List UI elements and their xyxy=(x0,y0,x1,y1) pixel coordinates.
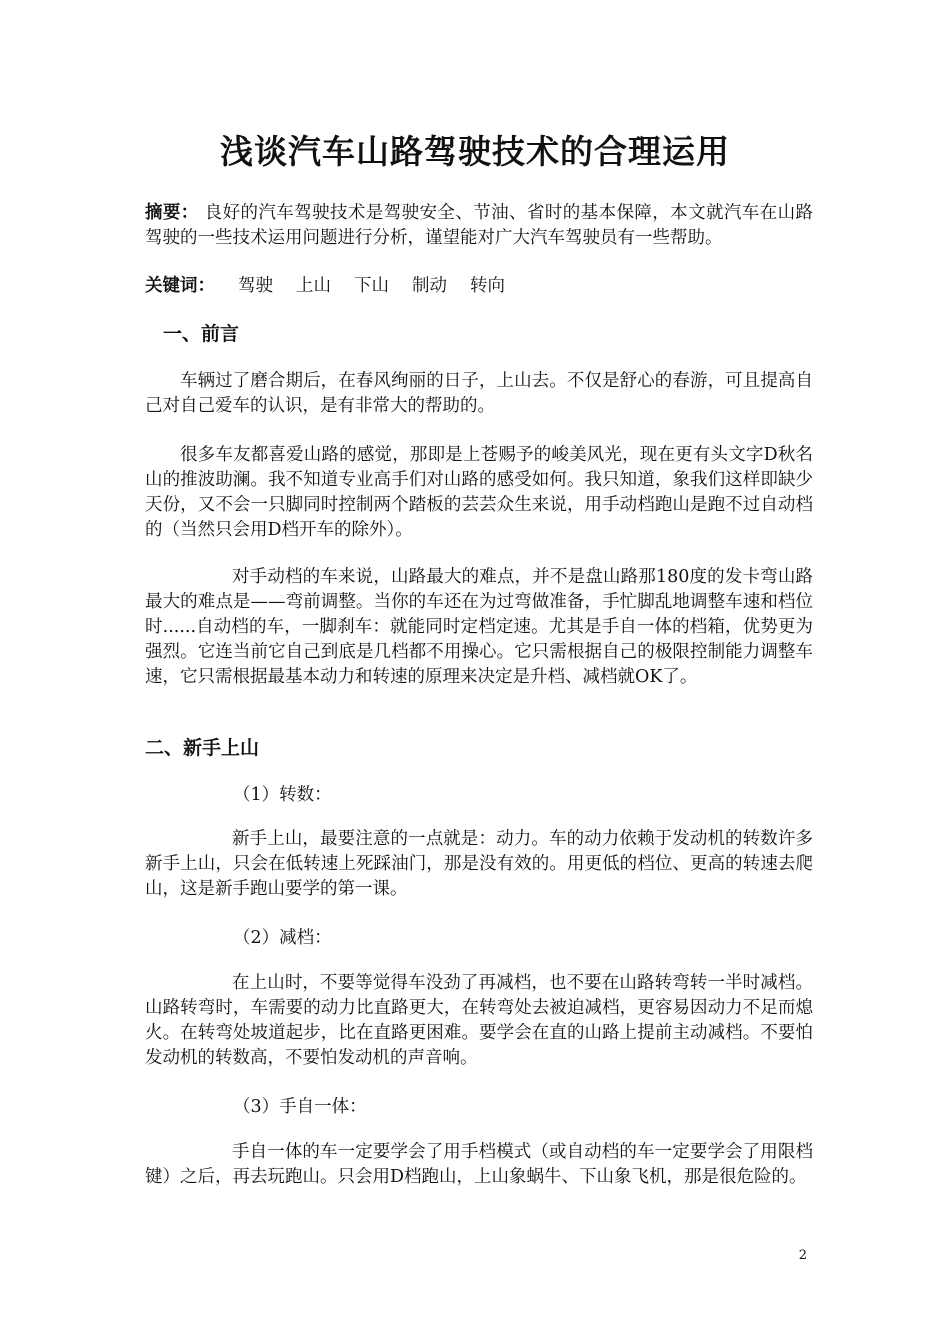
subsection-heading: （2）减档： xyxy=(233,928,332,948)
section-heading: 一、前言 xyxy=(163,323,240,345)
section-heading: 二、新手上山 xyxy=(145,737,260,759)
body-paragraph: 手自一体的车一定要学会了用手档模式（或自动档的车一定要学会了用限档键）之后，再去玩跑山。只会用D档跑山，上山象蜗牛、下山象飞机，那是很危险的。 xyxy=(145,1142,813,1187)
body-paragraph: 很多车友都喜爱山路的感觉，那即是上苍赐予的峻美风光，现在更有头文字D秋名山的推波助澜。我不知道专业高手们对山路的感受如何。我只知道，象我们这样即缺少天份，又不会一只脚同时控制两个踏板的芸芸众生来说，用手动档跑山是跑不过自动档的（当然只会用D档开车的除外）。 xyxy=(145,445,813,540)
abstract-paragraph xyxy=(145,201,813,251)
keyword: 上山 xyxy=(296,276,331,296)
subsection-heading: （1）转数： xyxy=(233,785,332,805)
page-number: 2 xyxy=(798,1248,807,1263)
keyword: 转向 xyxy=(470,276,505,296)
document-title: 浅谈汽车山路驾驶技术的合理运用 xyxy=(220,132,730,171)
subsection-heading: （3）手自一体： xyxy=(233,1097,367,1117)
keyword: 下山 xyxy=(354,276,389,296)
keyword: 制动 xyxy=(412,276,447,296)
body-paragraph: 车辆过了磨合期后，在春风绚丽的日子，上山去。不仅是舒心的春游，可且提高自己对自己爱车的认识，是有非常大的帮助的。 xyxy=(145,371,813,416)
keywords-label: 关键词： xyxy=(145,276,215,296)
keywords-row xyxy=(145,274,505,299)
keyword: 驾驶 xyxy=(238,276,273,296)
body-paragraph: 在上山时，不要等觉得车没劲了再减档，也不要在山路转弯转一半时减档。山路转弯时，车需要的动力比直路更大，在转弯处去被迫减档，更容易因动力不足而熄火。在转弯处坡道起步，比在直路更困难。要学会在直的山路上提前主动减档。不要怕发动机的转数高，不要怕发动机的声音响。 xyxy=(145,973,813,1068)
body-paragraph: 新手上山，最要注意的一点就是：动力。车的动力依赖于发动机的转数许多新手上山，只会在低转速上死踩油门，那是没有效的。用更低的档位、更高的转速去爬山，这是新手跑山要学的第一课。 xyxy=(145,829,813,899)
abstract-label: 摘要： xyxy=(145,203,199,223)
body-paragraph: 对手动档的车来说，山路最大的难点，并不是盘山路那180度的发卡弯山路最大的难点是——弯前调整。当你的车还在为过弯做准备，手忙脚乱地调整车速和档位时......自动档的车，一脚刹车：就能同时定档定速。尤其是手自一体的档箱，优势更为强烈。它连当前它自己到底是几档都不用操心。它只需根据自己的极限控制能力调整车速，它只需根据最基本动力和转速的原理来决定是升档、减档就OK了。 xyxy=(145,567,813,687)
abstract-text: 良好的汽车驾驶技术是驾驶安全、节油、省时的基本保障，本文就汽车在山路驾驶的一些技术运用问题进行分析，谨望能对广大汽车驾驶员有一些帮助。 xyxy=(145,203,814,248)
